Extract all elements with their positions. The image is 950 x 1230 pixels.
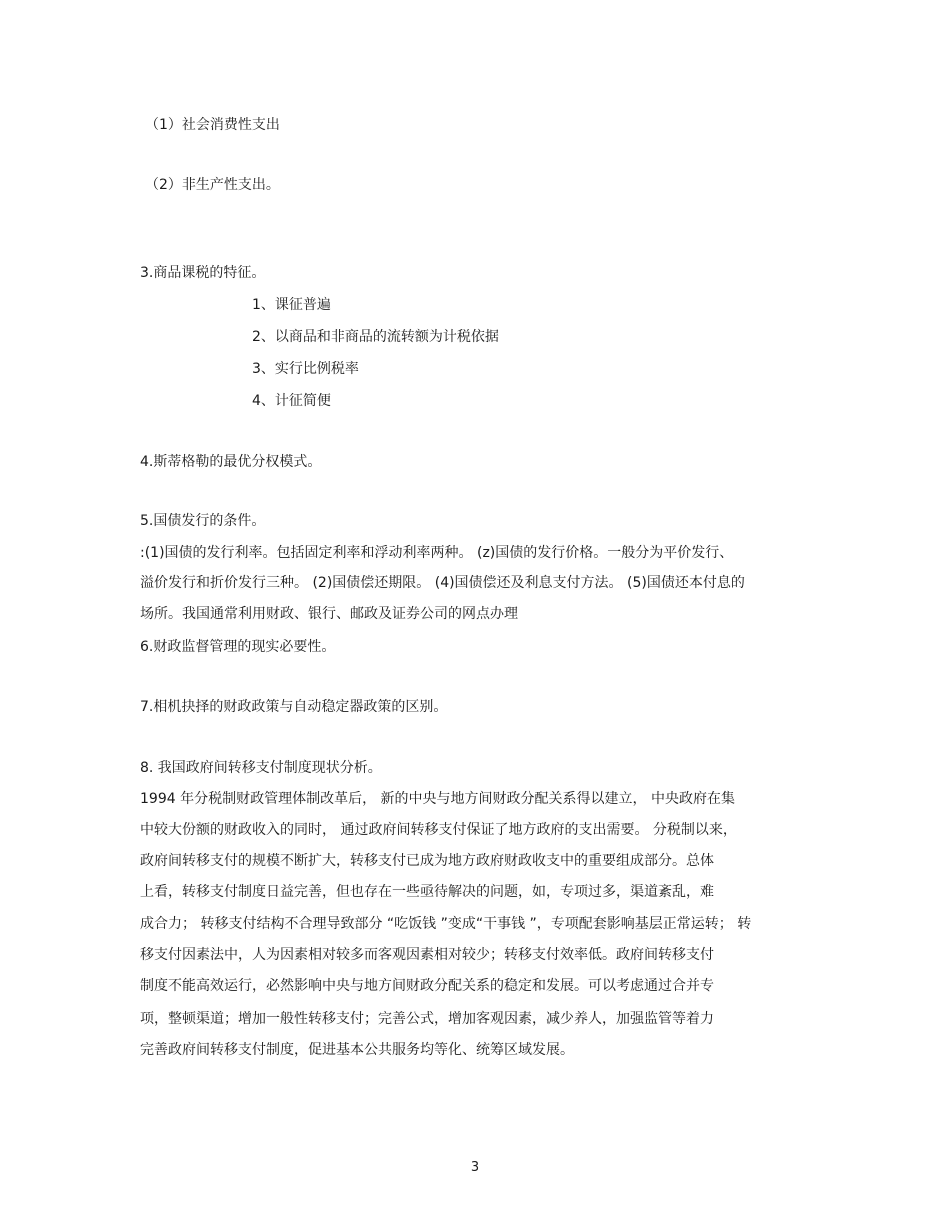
question-8-title: 8. 我国政府间转移支付制度现状分析。 (140, 760, 382, 776)
q3-point-3: 3、实行比例税率 (252, 361, 359, 377)
question-5-title: 5.国债发行的条件。 (140, 513, 266, 529)
question-4-title: 4.斯蒂格勒的最优分权模式。 (140, 454, 322, 470)
q8-line-2: 中较大份额的财政收入的同时， 通过政府间转移支付保证了地方政府的支出需要。 分税制以来， (140, 822, 737, 838)
question-3-title: 3.商品课税的特征。 (140, 265, 266, 281)
q8-line-5: 成合力； 转移支付结构不合理导致部分 “吃饭钱 ”变成“干事钱 ”，专项配套影响基层正常运转； 转 (140, 916, 752, 932)
q8-line-3: 政府间转移支付的规模不断扩大，转移支付已成为地方政府财政收支中的重要组成部分。总体 (140, 853, 714, 869)
q3-point-1: 1、课征普遍 (252, 297, 331, 313)
q8-line-9: 完善政府间转移支付制度，促进基本公共服务均等化、统筹区域发展。 (140, 1042, 574, 1058)
q3-point-2: 2、以商品和非商品的流转额为计税依据 (252, 329, 499, 345)
q8-line-7: 制度不能高效运行，必然影响中央与地方间财政分配关系的稳定和发展。可以考虑通过合并专 (140, 978, 714, 994)
q3-point-4: 4、计征简便 (252, 393, 331, 409)
q8-line-8: 项，整顿渠道；增加一般性转移支付；完善公式，增加客观因素，减少养人，加强监管等着力 (140, 1011, 714, 1027)
page-number: 3 (470, 1160, 480, 1175)
question-6-title: 6.财政监督管理的现实必要性。 (140, 639, 336, 655)
q8-line-4: 上看，转移支付制度日益完善，但也存在一些亟待解决的问题，如，专项过多，渠道紊乱，难 (140, 884, 714, 900)
q5-line-1: :(1)国债的发行利率。包括固定利率和浮动利率两种。 (z)国债的发行价格。一般分为平价发行、 (140, 545, 734, 561)
q8-line-6: 移支付因素法中，人为因素相对较多而客观因素相对较少；转移支付效率低。政府间转移支付 (140, 947, 714, 963)
question-7-title: 7.相机抉择的财政政策与自动稳定器政策的区别。 (140, 699, 448, 715)
list-item-non-productive: （2）非生产性支出。 (145, 177, 280, 193)
q5-line-3: 场所。我国通常利用财政、银行、邮政及证券公司的网点办理 (140, 606, 518, 622)
q5-line-2: 溢价发行和折价发行三种。 (2)国债偿还期限。 (4)国债偿还及利息支付方法。 (5)国债还本付息的 (140, 575, 745, 591)
q8-line-1: 1994 年分税制财政管理体制改革后， 新的中央与地方间财政分配关系得以建立， 中央政府在集 (140, 791, 735, 807)
list-item-social-consumption: （1）社会消费性支出 (145, 117, 280, 133)
